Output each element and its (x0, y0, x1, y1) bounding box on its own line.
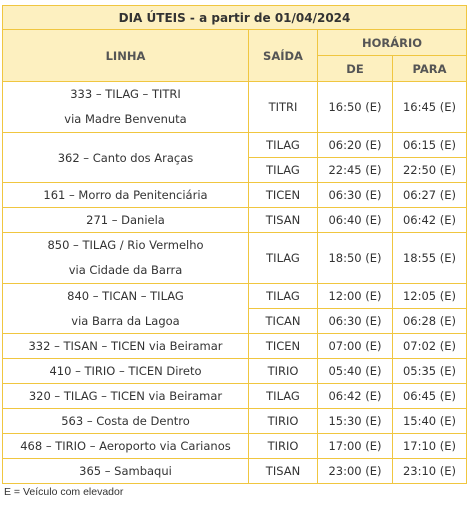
para-cell: 18:55 (E) (393, 233, 467, 284)
header-horario: HORÁRIO (318, 30, 467, 56)
saida-cell: TILAG (249, 233, 318, 284)
para-cell: 06:45 (E) (393, 384, 467, 409)
header-para: PARA (393, 56, 467, 82)
saida-cell: TICEN (249, 183, 318, 208)
schedule-table (2, 5, 467, 484)
saida-cell: TIRIO (249, 409, 318, 434)
de-cell: 16:50 (E) (318, 82, 393, 133)
de-cell: 06:30 (E) (318, 309, 393, 334)
table-row (3, 309, 467, 334)
saida-cell: TILAG (249, 384, 318, 409)
line-cell: 365 – Sambaqui (3, 459, 249, 484)
header-de: DE (318, 56, 393, 82)
para-cell: 06:42 (E) (393, 208, 467, 233)
de-cell: 05:40 (E) (318, 359, 393, 384)
line-cell (3, 82, 249, 133)
table-row (3, 183, 467, 208)
table-row (3, 434, 467, 459)
header-saida: SAÍDA (249, 30, 318, 82)
line-cell: 840 – TICAN – TILAG (3, 284, 249, 309)
line-via: via Madre Benvenuta (64, 112, 187, 126)
line-cell: 563 – Costa de Dentro (3, 409, 249, 434)
saida-cell: TITRI (249, 82, 318, 133)
saida-cell: TIRIO (249, 434, 318, 459)
line-cell: via Barra da Lagoa (3, 309, 249, 334)
line-cell: 271 – Daniela (3, 208, 249, 233)
saida-cell: TICAN (249, 309, 318, 334)
line-cell: 332 – TISAN – TICEN via Beiramar (3, 334, 249, 359)
para-cell: 15:40 (E) (393, 409, 467, 434)
de-cell: 06:40 (E) (318, 208, 393, 233)
line-via: via Cidade da Barra (68, 263, 183, 277)
line-name: 850 – TILAG / Rio Vermelho (47, 238, 204, 252)
de-cell: 06:20 (E) (318, 133, 393, 158)
para-cell: 22:50 (E) (393, 158, 467, 183)
table-row (3, 459, 467, 484)
table-row (3, 409, 467, 434)
table-title: DIA ÚTEIS - a partir de 01/04/2024 (3, 6, 467, 30)
header-linha: LINHA (3, 30, 249, 82)
line-cell: 320 – TILAG – TICEN via Beiramar (3, 384, 249, 409)
de-cell: 06:42 (E) (318, 384, 393, 409)
saida-cell: TILAG (249, 158, 318, 183)
de-cell: 12:00 (E) (318, 284, 393, 309)
saida-cell: TICEN (249, 334, 318, 359)
para-cell: 16:45 (E) (393, 82, 467, 133)
table-row (3, 82, 467, 133)
para-cell: 05:35 (E) (393, 359, 467, 384)
line-cell: 362 – Canto dos Araças (3, 133, 249, 183)
saida-cell: TIRIO (249, 359, 318, 384)
table-row (3, 233, 467, 284)
de-cell: 15:30 (E) (318, 409, 393, 434)
saida-cell: TILAG (249, 284, 318, 309)
saida-cell: TISAN (249, 459, 318, 484)
para-cell: 06:28 (E) (393, 309, 467, 334)
para-cell: 06:15 (E) (393, 133, 467, 158)
de-cell: 18:50 (E) (318, 233, 393, 284)
para-cell: 06:27 (E) (393, 183, 467, 208)
line-cell: 410 – TIRIO – TICEN Direto (3, 359, 249, 384)
para-cell: 23:10 (E) (393, 459, 467, 484)
table-row (3, 334, 467, 359)
table-row (3, 284, 467, 309)
line-cell: 468 – TIRIO – Aeroporto via Carianos (3, 434, 249, 459)
line-cell (3, 233, 249, 284)
de-cell: 23:00 (E) (318, 459, 393, 484)
de-cell: 22:45 (E) (318, 158, 393, 183)
de-cell: 06:30 (E) (318, 183, 393, 208)
de-cell: 17:00 (E) (318, 434, 393, 459)
de-cell: 07:00 (E) (318, 334, 393, 359)
table-row (3, 208, 467, 233)
saida-cell: TILAG (249, 133, 318, 158)
line-cell: 161 – Morro da Penitenciária (3, 183, 249, 208)
footnote: E = Veículo com elevador (4, 486, 124, 498)
table-row (3, 384, 467, 409)
line-name: 333 – TILAG – TITRI (70, 87, 181, 101)
table-row (3, 133, 467, 158)
table-row (3, 359, 467, 384)
saida-cell: TISAN (249, 208, 318, 233)
para-cell: 07:02 (E) (393, 334, 467, 359)
para-cell: 17:10 (E) (393, 434, 467, 459)
para-cell: 12:05 (E) (393, 284, 467, 309)
